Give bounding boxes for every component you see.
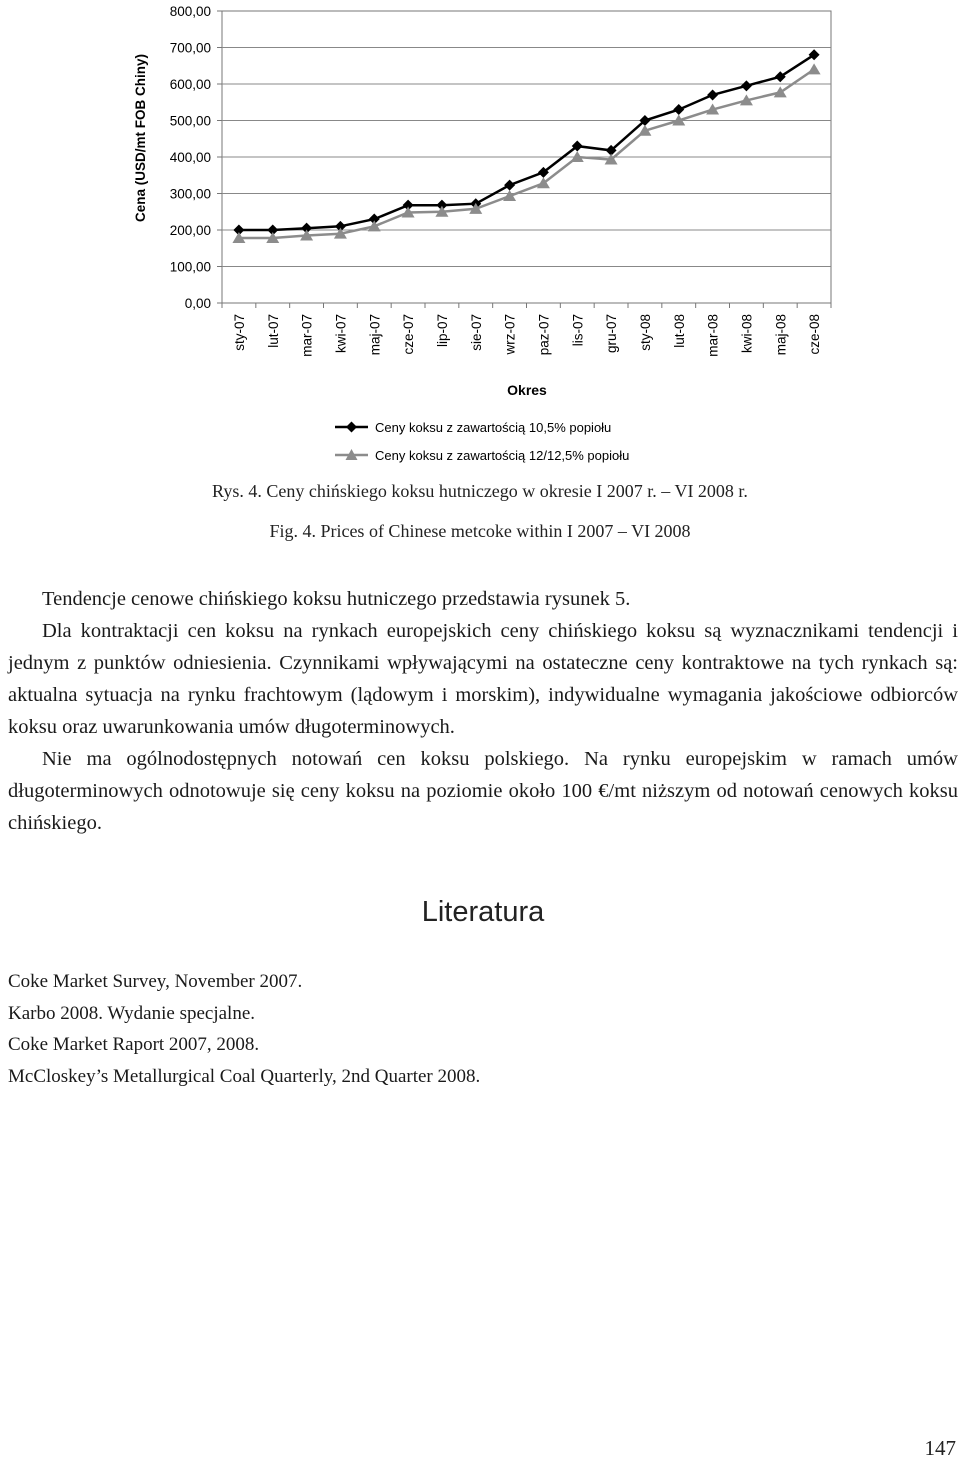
reference-item: Karbo 2008. Wydanie specjalne. xyxy=(8,1002,256,1024)
legend-item-series-1 xyxy=(335,420,611,435)
reference-item: Coke Market Survey, November 2007. xyxy=(8,971,303,992)
paragraph-1: Tendencje cenowe chińskiego koksu hutniczego przedstawia rysunek 5. xyxy=(42,588,631,610)
x-tick-label: lut-08 xyxy=(671,314,687,348)
y-tick-label: 300,00 xyxy=(169,186,211,202)
y-axis-label: Cena (USD/mt FOB Chiny) xyxy=(133,53,148,223)
x-tick-label: sie-07 xyxy=(468,314,484,351)
legend-item-series-2 xyxy=(335,448,629,463)
y-tick-label: 600,00 xyxy=(169,77,211,92)
legend xyxy=(335,420,629,463)
x-tick-label: kwi-08 xyxy=(739,314,755,354)
reference-item: McCloskey’s Metallurgical Coal Quarterly, 2nd Quarter 2008. xyxy=(8,1065,481,1087)
y-tick-label: 100,00 xyxy=(169,259,211,275)
x-tick-label: maj-08 xyxy=(773,314,789,356)
x-tick-label: lut-07 xyxy=(265,314,281,348)
x-tick-label: cze-08 xyxy=(807,314,823,355)
x-tick-label: mar-08 xyxy=(705,314,721,357)
x-tick-label: sty-07 xyxy=(231,314,247,351)
body-text xyxy=(8,583,958,839)
y-tick-label: 0,00 xyxy=(184,296,211,311)
section-heading: Literatura xyxy=(421,896,545,928)
legend-label-series-2: Ceny koksu z zawartością 12/12,5% popiołu xyxy=(375,448,630,463)
x-tick-label: lis-07 xyxy=(570,314,586,347)
x-tick-label: paz-07 xyxy=(536,314,552,356)
x-tick-label: kwi-07 xyxy=(333,314,349,354)
legend-label-series-1: Ceny koksu z zawartością 10,5% popiołu xyxy=(375,420,612,435)
x-tick-label: maj-07 xyxy=(367,314,383,356)
paragraph-3: Nie ma ogólnodostępnych notowań cen koksu polskiego. Na rynku europejskim w ramach umów długoterminowych odnotowuje się ceny koksu na poziomie około 100 €/mt niższym od notowań cenowych koksu chińskiego. xyxy=(8,748,958,834)
y-tick-label: 200,00 xyxy=(169,223,211,238)
y-tick-label: 400,00 xyxy=(169,150,211,165)
figure-caption-pl: Rys. 4. Ceny chińskiego koksu hutniczego w okresie I 2007 r. – VI 2008 r. xyxy=(212,481,748,501)
x-tick-label: lip-07 xyxy=(434,314,450,348)
price-line-chart xyxy=(0,0,960,480)
x-tick-label: wrz-07 xyxy=(502,314,518,355)
x-tick-label: gru-07 xyxy=(604,314,620,354)
diamond-marker-icon xyxy=(346,422,357,433)
y-tick-label: 700,00 xyxy=(169,40,211,56)
page-number: 147 xyxy=(924,1436,956,1460)
reference-list xyxy=(8,966,480,1092)
x-tick-label: mar-07 xyxy=(299,314,315,357)
x-axis-ticks xyxy=(222,303,831,357)
figure-caption-en: Fig. 4. Prices of Chinese metcoke within I 2007 – VI 2008 xyxy=(269,521,691,541)
y-tick-label: 800,00 xyxy=(169,4,211,19)
reference-item: Coke Market Raport 2007, 2008. xyxy=(8,1034,260,1055)
y-axis-ticks xyxy=(170,4,222,311)
y-tick-label: 500,00 xyxy=(169,113,211,129)
x-tick-label: cze-07 xyxy=(401,314,417,355)
x-axis-label: Okres xyxy=(507,382,547,398)
x-tick-label: sty-08 xyxy=(637,314,653,351)
paragraph-2: Dla kontraktacji cen koksu na rynkach europejskich ceny chińskiego koksu są wyznacznikami tendencji i jednym z punktów odniesienia. Czynnikami wpływającymi na ostateczne ceny kontraktowe na tych rynkach są: aktualna sytuacja na rynku frachtowym (lądowym i morskim), indywidualne wymagania jakościowe odbiorców koksu oraz uwarunkowania umów długoterminowych. xyxy=(8,620,958,738)
